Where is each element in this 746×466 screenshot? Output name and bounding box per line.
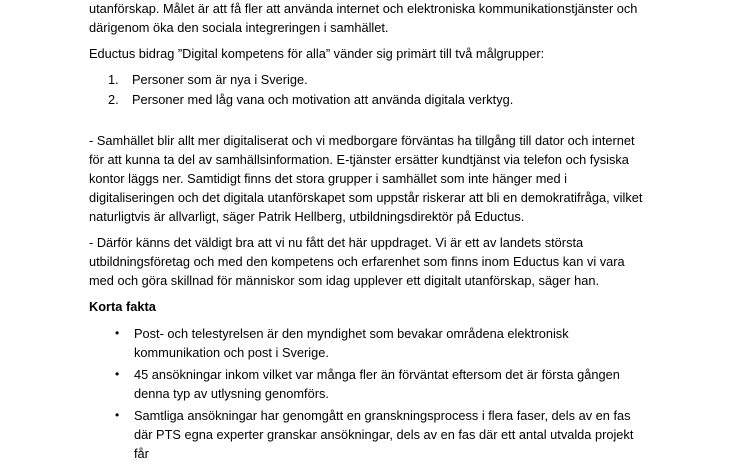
- list-item-text: Samtliga ansökningar har genomgått en granskningsprocess i flera faser, dels av en fas där PTS egna experter granskar ansökningar, dels av en fas där ett antal utvalda projekt får: [134, 408, 634, 461]
- list-item-text: Post- och telestyrelsen är den myndighet som bevakar områdena elektronisk kommunikation och post i Sverige.: [134, 326, 569, 360]
- facts-heading: Korta fakta: [89, 299, 156, 314]
- list-item: [89, 406, 649, 463]
- list-item-text: Personer med låg vana och motivation att använda digitala verktyg.: [132, 92, 514, 107]
- quote-paragraph-2: - Därför känns det väldigt bra att vi nu fått det här uppdraget. Vi är ett av landets största utbildningsföretag och med den kompetens och erfarenhet som finns inom Eductus kan vi vara med och göra skillnad för människor som idag upplever ett digitalt utanförskap, säger han.: [89, 235, 625, 288]
- intro-paragraph: utanförskap. Målet är att få fler att använda internet och elektroniska kommunikationstjänster och därigenom öka den sociala integreringen i samhället.: [89, 1, 638, 35]
- list-item: [89, 365, 649, 403]
- list-item-text: 45 ansökningar inkom vilket var många fler än förväntat eftersom det är första gången denna typ av utlysning genomförs.: [134, 367, 620, 401]
- bullet-icon: •: [115, 408, 120, 422]
- list-item: [89, 90, 649, 110]
- list-number: 2.: [108, 92, 119, 107]
- target-groups-lead: Eductus bidrag ”Digital kompetens för alla” vänder sig primärt till två målgrupper:: [89, 46, 545, 61]
- list-item-text: Personer som är nya i Sverige.: [132, 72, 308, 87]
- document-body: [89, 0, 649, 466]
- quote-paragraph-1: - Samhället blir allt mer digitaliserat och vi medborgare förväntas ha tillgång till dator och internet för att kunna ta del av samhällsinformation. E-tjänster ersätter kundtjänst via telefon och fysiska kontor läggs ner. Samtidigt finns det stora grupper i samhället som inte hänger med i digitaliseringen och det digitala utanförskapet som uppstår riskerar att bli en demokratifråga, vilket naturligtvis är allvarligt, säger Patrik Hellberg, utbildningsdirektör på Eductus.: [89, 133, 643, 224]
- bullet-icon: •: [115, 367, 120, 381]
- target-groups-list: [89, 70, 649, 110]
- list-item: [89, 324, 649, 362]
- list-number: 1.: [108, 72, 119, 87]
- facts-list: [89, 324, 649, 463]
- bullet-icon: •: [115, 326, 120, 340]
- list-item: [89, 70, 649, 90]
